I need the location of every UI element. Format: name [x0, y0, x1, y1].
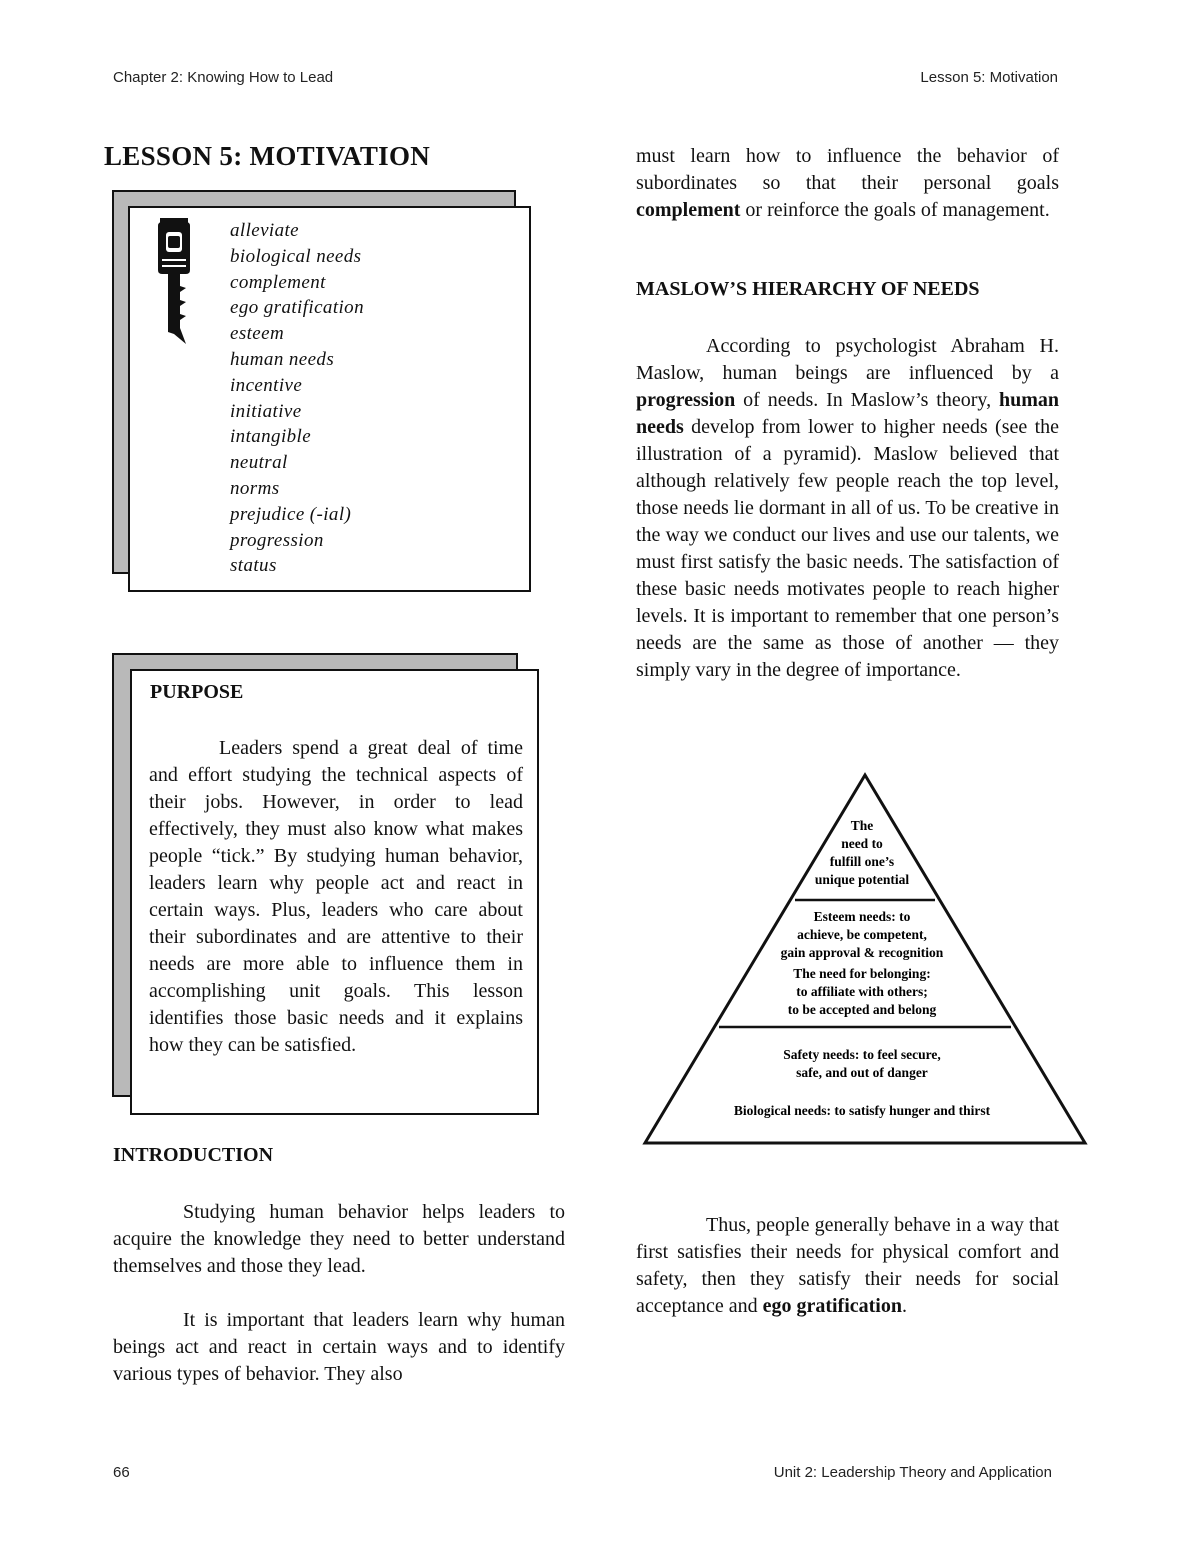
- maslow-heading: MASLOW’S HIERARCHY OF NEEDS: [636, 278, 980, 300]
- pyramid-bottom-line: safe, and out of danger: [796, 1065, 928, 1080]
- pyramid-top-line: need to: [841, 836, 883, 851]
- pyramid-top-line: fulfill one’s: [829, 854, 895, 869]
- running-header-right: Lesson 5: Motivation: [920, 69, 1058, 86]
- maslow-pyramid-diagram: [640, 770, 1090, 1150]
- purpose-box: [130, 669, 539, 1115]
- vocab-term: intangible: [230, 426, 312, 448]
- pyramid-bottom-line: Biological needs: to satisfy hunger and thirst: [733, 1103, 991, 1118]
- introduction-paragraph: Studying human behavior helps leaders to acquire the knowledge they need to better understand themselves and those they lead.: [113, 1201, 565, 1277]
- pyramid-middle-line: to be accepted and belong: [787, 1002, 937, 1017]
- vocab-term: norms: [230, 477, 280, 499]
- running-header-left: Chapter 2: Knowing How to Lead: [113, 69, 334, 86]
- vocab-term: complement: [230, 271, 326, 293]
- vocab-term: human needs: [230, 348, 335, 370]
- pyramid-middle-line: to affiliate with others;: [796, 984, 928, 999]
- vocab-term: biological needs: [230, 245, 362, 267]
- key-icon: [154, 216, 194, 351]
- purpose-heading: PURPOSE: [150, 681, 244, 703]
- thus-paragraph: Thus, people generally behave in a way that first satisfies their needs for physical comfort and safety, then they satisfy their needs for social acceptance and ego gratification.: [636, 1214, 1059, 1317]
- lesson-title: LESSON 5: MOTIVATION: [104, 141, 431, 171]
- vocab-term: esteem: [230, 323, 285, 345]
- vocab-term: progression: [230, 529, 324, 551]
- pyramid-middle-line: The need for belonging:: [793, 966, 931, 981]
- pyramid-middle-line: Esteem needs: to: [813, 909, 911, 924]
- vocab-term: alleviate: [230, 220, 300, 241]
- pyramid-top-line: The: [850, 818, 874, 833]
- maslow-paragraph: According to psychologist Abraham H. Maslow, human beings are influenced by a progression of needs. In Maslow’s theory, human needs develop from lower to higher needs (see the illustration of a pyramid). Maslow believed that although relatively few people reach the top level, those needs lie dormant in all of us. To be creative in the way we conduct our lives and use our talents, we must first satisfy the basic needs. The satisfaction of these basic needs motivates people to reach higher levels. It is important to remember that one person’s needs are the same as those of another — they simply vary in the degree of importance.: [636, 335, 1060, 681]
- running-footer-right: Unit 2: Leadership Theory and Application: [773, 1464, 1052, 1481]
- pyramid-bottom-line: Safety needs: to feel secure,: [783, 1047, 941, 1062]
- continuation-paragraph: must learn how to influence the behavior of subordinates so that their personal goals complement or reinforce the goals of management.: [636, 145, 1059, 221]
- pyramid-top-line: unique potential: [814, 872, 910, 887]
- vocabulary-list: [230, 218, 364, 579]
- vocab-term: incentive: [230, 374, 303, 396]
- vocab-term: neutral: [230, 452, 288, 474]
- purpose-text: Leaders spend a great deal of time and effort studying the technical aspects of their jobs. However, in order to lead effectively, they must also know what makes people “tick.” By studying human behavior, leaders learn why people act and react in certain ways. Plus, leaders who care about their subordinates and are attentive to their needs are more able to influence them in accomplishing unit goals. This lesson identifies those basic needs and it explains how they can be satisfied.: [149, 737, 523, 1056]
- introduction-heading: INTRODUCTION: [113, 1144, 274, 1166]
- introduction-paragraph: It is important that leaders learn why human beings act and react in certain ways and to identify various types of behavior. They also: [113, 1309, 565, 1385]
- page-number: 66: [113, 1464, 130, 1481]
- pyramid-middle-line: achieve, be competent,: [797, 927, 927, 942]
- vocab-term: initiative: [230, 400, 302, 422]
- pyramid-middle-line: gain approval & recognition: [780, 945, 944, 960]
- vocab-term: ego gratification: [230, 297, 364, 319]
- vocab-term: status: [230, 555, 277, 577]
- vocab-term: prejudice (-ial): [230, 503, 352, 525]
- vocabulary-box: [128, 206, 531, 592]
